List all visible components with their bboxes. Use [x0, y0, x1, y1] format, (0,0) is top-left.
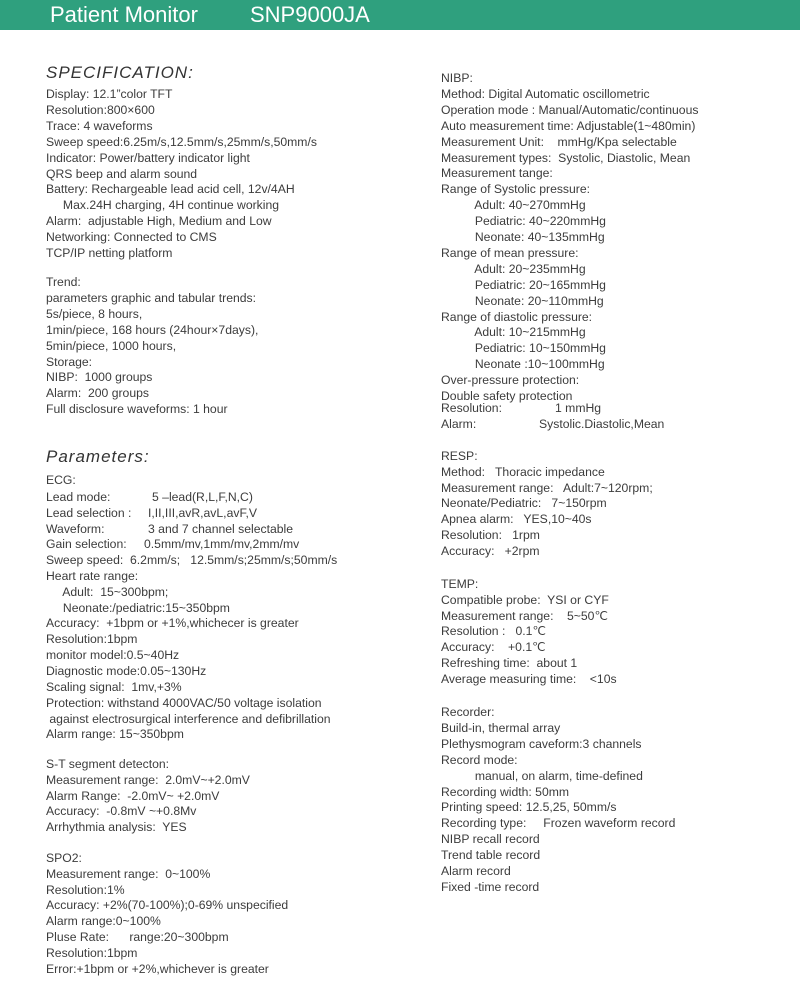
- ecg-setting-row: [46, 505, 258, 521]
- resp-line: Accuracy: +2rpm: [441, 543, 540, 558]
- ecg-line: Sweep speed: 6.2mm/s; 12.5mm/s;25mm/s;50mm/s: [46, 553, 338, 567]
- nibp-resolution-value: 1 mmHg: [555, 401, 602, 415]
- ecg-setting-value: 0.5mm/mv,1mm/mv,2mm/mv: [144, 537, 300, 552]
- spec-line: Max.24H charging, 4H continue working: [46, 198, 280, 213]
- temp-line: Measurement range: 5~50℃: [441, 608, 609, 623]
- st-line: S-T segment detecton:: [46, 757, 170, 771]
- spec-line: Sweep speed:6.25m/s,12.5mm/s,25mm/s,50mm/s: [46, 134, 317, 149]
- st-line: Alarm Range: -2.0mV~ +2.0mV: [46, 788, 220, 803]
- nibp-line: Measurement Unit: mmHg/Kpa selectable: [441, 134, 677, 149]
- spec-line: Resolution:800×600: [46, 102, 155, 117]
- ecg-line: Resolution:1bpm: [46, 632, 138, 647]
- trend-line: Trend:: [46, 275, 81, 289]
- product-title: Patient Monitor: [50, 2, 198, 27]
- spec-line: QRS beep and alarm sound: [46, 166, 198, 181]
- nibp-resolution: [441, 400, 602, 416]
- resp-line: Neonate/Pediatric: 7~150rpm: [441, 496, 607, 511]
- nibp-line: Double safety protection: [441, 389, 573, 403]
- trend-line: Full disclosure waveforms: 1 hour: [46, 402, 228, 417]
- specification-heading: SPECIFICATION:: [46, 63, 194, 82]
- ecg-line: Diagnostic mode:0.05~130Hz: [46, 663, 207, 678]
- nibp-line: Pediatric: 10~150mmHg: [441, 341, 606, 356]
- nibp-line: Adult: 40~270mmHg: [441, 198, 586, 213]
- nibp-line: Pediatric: 20~165mmHg: [441, 277, 606, 292]
- ecg-setting-label: Lead mode:: [46, 490, 111, 504]
- recorder-line: manual, on alarm, time-defined: [441, 768, 643, 783]
- nibp-line: Neonate :10~100mmHg: [441, 357, 605, 372]
- trend-line: parameters graphic and tabular trends:: [46, 290, 257, 305]
- resp-line: Measurement range: Adult:7~120rpm;: [441, 480, 653, 495]
- spec-line: Networking: Connected to CMS: [46, 230, 217, 245]
- ecg-setting-label: Waveform:: [46, 521, 105, 536]
- trend-line: Alarm: 200 groups: [46, 386, 149, 401]
- spo2-line: Accuracy: +2%(70-100%);0-69% unspecified: [46, 898, 289, 913]
- temp-line: Refreshing time: about 1: [441, 656, 578, 670]
- recorder-line: Printing speed: 12.5,25, 50mm/s: [441, 800, 617, 815]
- trend-line: 1min/piece, 168 hours (24hour×7days),: [46, 322, 259, 337]
- nibp-line: Over-pressure protection:: [441, 373, 580, 388]
- st-line: Arrhythmia analysis: YES: [46, 820, 187, 835]
- temp-line: Accuracy: +0.1℃: [441, 640, 546, 655]
- temp-line: Average measuring time: <10s: [441, 671, 617, 686]
- spo2-line: Resolution:1bpm: [46, 945, 138, 960]
- nibp-line: Neonate: 40~135mmHg: [441, 230, 605, 244]
- nibp-line: Range of mean pressure:: [441, 245, 579, 260]
- parameters-heading: Parameters:: [46, 447, 150, 466]
- nibp-line: Auto measurement time: Adjustable(1~480min): [441, 118, 696, 133]
- nibp-line: NIBP:: [441, 71, 473, 85]
- resp-line: Apnea alarm: YES,10~40s: [441, 512, 592, 527]
- resp-line: RESP:: [441, 449, 478, 463]
- nibp-alarm-value: Systolic.Diastolic,Mean: [539, 417, 665, 431]
- temp-line: TEMP:: [441, 577, 479, 591]
- model-number: SNP9000JA: [250, 2, 370, 27]
- nibp-alarm-label: Alarm:: [441, 417, 477, 431]
- resp-line: Resolution: 1rpm: [441, 528, 540, 542]
- trend-line: 5s/piece, 8 hours,: [46, 306, 143, 321]
- recorder-line: Recorder:: [441, 705, 495, 719]
- ecg-line: Scaling signal: 1mv,+3%: [46, 679, 182, 694]
- recorder-line: Trend table record: [441, 848, 541, 863]
- recorder-line: Recording width: 50mm: [441, 784, 570, 799]
- ecg-setting-label: Lead selection :: [46, 505, 132, 520]
- spec-line: Alarm: adjustable High, Medium and Low: [46, 214, 272, 229]
- ecg-line: Accuracy: +1bpm or +1%,whichecer is greater: [46, 616, 299, 631]
- trend-line: 5min/piece, 1000 hours,: [46, 338, 177, 353]
- recorder-line: Record mode:: [441, 752, 518, 767]
- nibp-resolution-label: Resolution:: [441, 401, 502, 415]
- ecg-setting-row: [46, 489, 253, 505]
- nibp-line: Operation mode : Manual/Automatic/continuous: [441, 102, 699, 117]
- recorder-line: NIBP recall record: [441, 832, 540, 847]
- st-line: Accuracy: -0.8mV ~+0.8Mv: [46, 804, 197, 819]
- spo2-line: Resolution:1%: [46, 882, 125, 897]
- ecg-setting-row: [46, 536, 300, 552]
- ecg-setting-label: Gain selection:: [46, 537, 127, 552]
- spo2-line: Alarm range:0~100%: [46, 914, 161, 929]
- nibp-line: Method: Digital Automatic oscillometric: [441, 86, 650, 101]
- spo2-line: Measurement range: 0~100%: [46, 866, 211, 881]
- spec-line: Indicator: Power/battery indicator light: [46, 150, 250, 165]
- ecg-line: Adult: 15~300bpm;: [46, 584, 169, 599]
- spec-line: Trace: 4 waveforms: [46, 118, 153, 133]
- st-line: Measurement range: 2.0mV~+2.0mV: [46, 772, 250, 787]
- nibp-line: Measurement tange:: [441, 166, 553, 181]
- recorder-line: Fixed -time record: [441, 879, 540, 894]
- ecg-setting-value: I,II,III,avR,avL,avF,V: [148, 505, 258, 520]
- ecg-line: Protection: withstand 4000VAC/50 voltage isolation: [46, 695, 322, 710]
- temp-line: Resolution : 0.1℃: [441, 624, 547, 639]
- ecg-setting-value: 3 and 7 channel selectable: [148, 521, 294, 536]
- ecg-setting-value: 5 –lead(R,L,F,N,C): [152, 490, 253, 504]
- ecg-line: Neonate:/pediatric:15~350bpm: [46, 600, 230, 615]
- recorder-line: Recording type: Frozen waveform record: [441, 816, 676, 831]
- nibp-line: Range of Systolic pressure:: [441, 182, 591, 197]
- ecg-line: monitor model:0.5~40Hz: [46, 648, 180, 663]
- spec-line: Battery: Rechargeable lead acid cell, 12v/4AH: [46, 182, 295, 197]
- spec-line: TCP/IP netting platform: [46, 246, 173, 260]
- ecg-line: Alarm range: 15~350bpm: [46, 727, 184, 742]
- trend-line: NIBP: 1000 groups: [46, 370, 153, 385]
- temp-line: Compatible probe: YSI or CYF: [441, 592, 609, 607]
- ecg-title: ECG:: [46, 473, 76, 487]
- ecg-line: Heart rate range:: [46, 568, 139, 583]
- recorder-line: Plethysmogram caveform:3 channels: [441, 736, 642, 751]
- nibp-line: Pediatric: 40~220mmHg: [441, 214, 606, 229]
- nibp-alarm: [441, 416, 665, 432]
- trend-line: Storage:: [46, 354, 93, 369]
- nibp-line: Range of diastolic pressure:: [441, 309, 593, 324]
- spo2-line: Pluse Rate: range:20~300bpm: [46, 930, 229, 944]
- title-bar: [0, 0, 800, 30]
- recorder-line: Alarm record: [441, 864, 511, 878]
- ecg-line: against electrosurgical interference and defibrillation: [46, 711, 331, 726]
- nibp-line: Adult: 10~215mmHg: [441, 325, 586, 340]
- spo2-line: Error:+1bpm or +2%,whichever is greater: [46, 961, 269, 976]
- nibp-line: Neonate: 20~110mmHg: [441, 293, 604, 308]
- nibp-line: Measurement types: Systolic, Diastolic, Mean: [441, 150, 691, 165]
- spo2-line: SPO2:: [46, 851, 82, 865]
- nibp-line: Adult: 20~235mmHg: [441, 261, 586, 276]
- spec-line: Display: 12.1”color TFT: [46, 87, 173, 101]
- ecg-setting-row: [46, 521, 294, 537]
- recorder-line: Build-in, thermal array: [441, 720, 561, 735]
- resp-line: Method: Thoracic impedance: [441, 464, 605, 479]
